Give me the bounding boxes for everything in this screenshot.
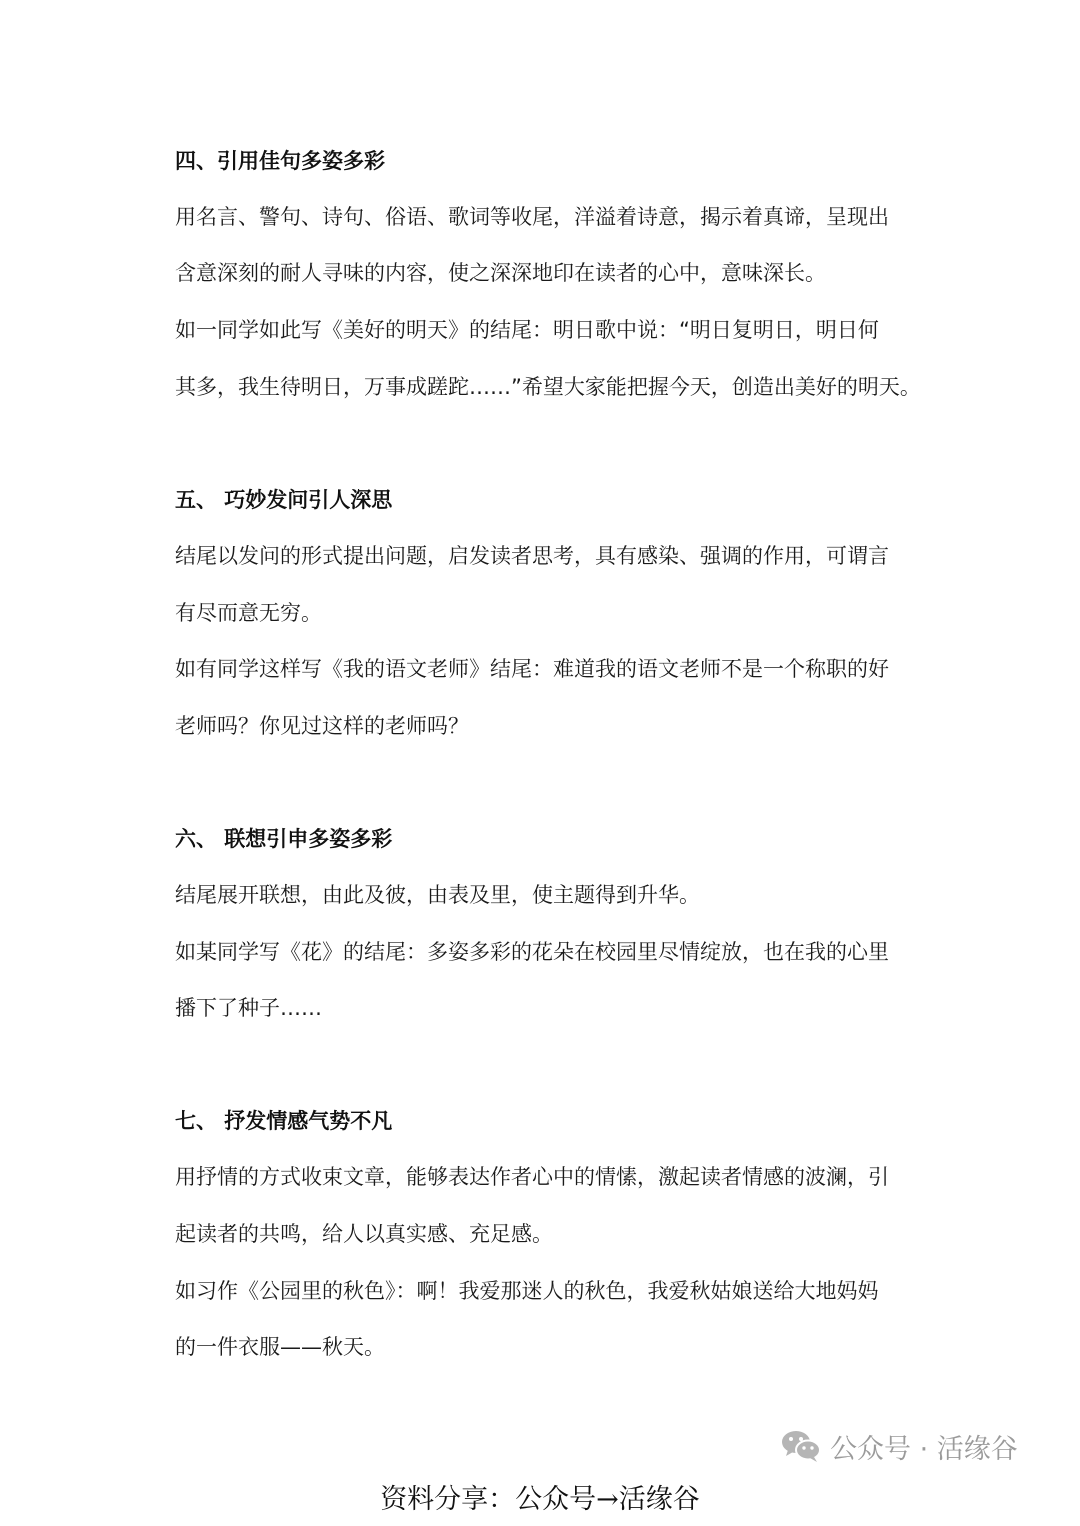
- paragraph-line: 的一件衣服——秋天。: [175, 1335, 385, 1359]
- paragraph-line: 如有同学这样写《我的语文老师》结尾：难道我的语文老师不是一个称职的好: [175, 657, 889, 681]
- watermark-text: 公众号 · 活缘谷: [830, 1433, 1018, 1465]
- section-title: 五、 巧妙发问引人深思: [175, 488, 393, 512]
- paragraph-line: 结尾以发问的形式提出问题，启发读者思考，具有感染、强调的作用，可谓言: [175, 544, 889, 568]
- paragraph-line: 其多，我生待明日，万事成蹉跎……”希望大家能把握今天，创造出美好的明天。: [175, 375, 921, 399]
- paragraph-line: 结尾展开联想，由此及彼，由表及里，使主题得到升华。: [175, 883, 700, 907]
- wechat-watermark: [780, 1424, 1018, 1468]
- paragraph-line: 用抒情的方式收束文章，能够表达作者心中的情愫，激起读者情感的波澜，引: [175, 1165, 889, 1189]
- paragraph-line: 播下了种子……: [175, 996, 322, 1020]
- paragraph-line: 老师吗？你见过这样的老师吗？: [175, 714, 469, 738]
- paragraph-line: 用名言、警句、诗句、俗语、歌词等收尾，洋溢着诗意，揭示着真谛，呈现出: [175, 205, 889, 229]
- paragraph-line: 如习作《公园里的秋色》：啊！我爱那迷人的秋色，我爱秋姑娘送给大地妈妈: [175, 1279, 879, 1303]
- section-title: 七、 抒发情感气势不凡: [175, 1109, 393, 1133]
- paragraph-line: 起读者的共鸣，给人以真实感、充足感。: [175, 1222, 553, 1246]
- wechat-icon: [780, 1428, 822, 1464]
- paragraph-line: 如一同学如此写《美好的明天》的结尾：明日歌中说：“明日复明日，明日何: [175, 318, 879, 342]
- paragraph-line: 含意深刻的耐人寻味的内容，使之深深地印在读者的心中，意味深长。: [175, 261, 826, 285]
- section-title: 四、引用佳句多姿多彩: [175, 149, 385, 173]
- footer-note: 资料分享：公众号→活缘谷: [380, 1484, 700, 1515]
- paragraph-line: 如某同学写《花》的结尾：多姿多彩的花朵在校园里尽情绽放，也在我的心里: [175, 940, 889, 964]
- section-title: 六、 联想引申多姿多彩: [175, 827, 393, 851]
- paragraph-line: 有尽而意无穷。: [175, 601, 322, 625]
